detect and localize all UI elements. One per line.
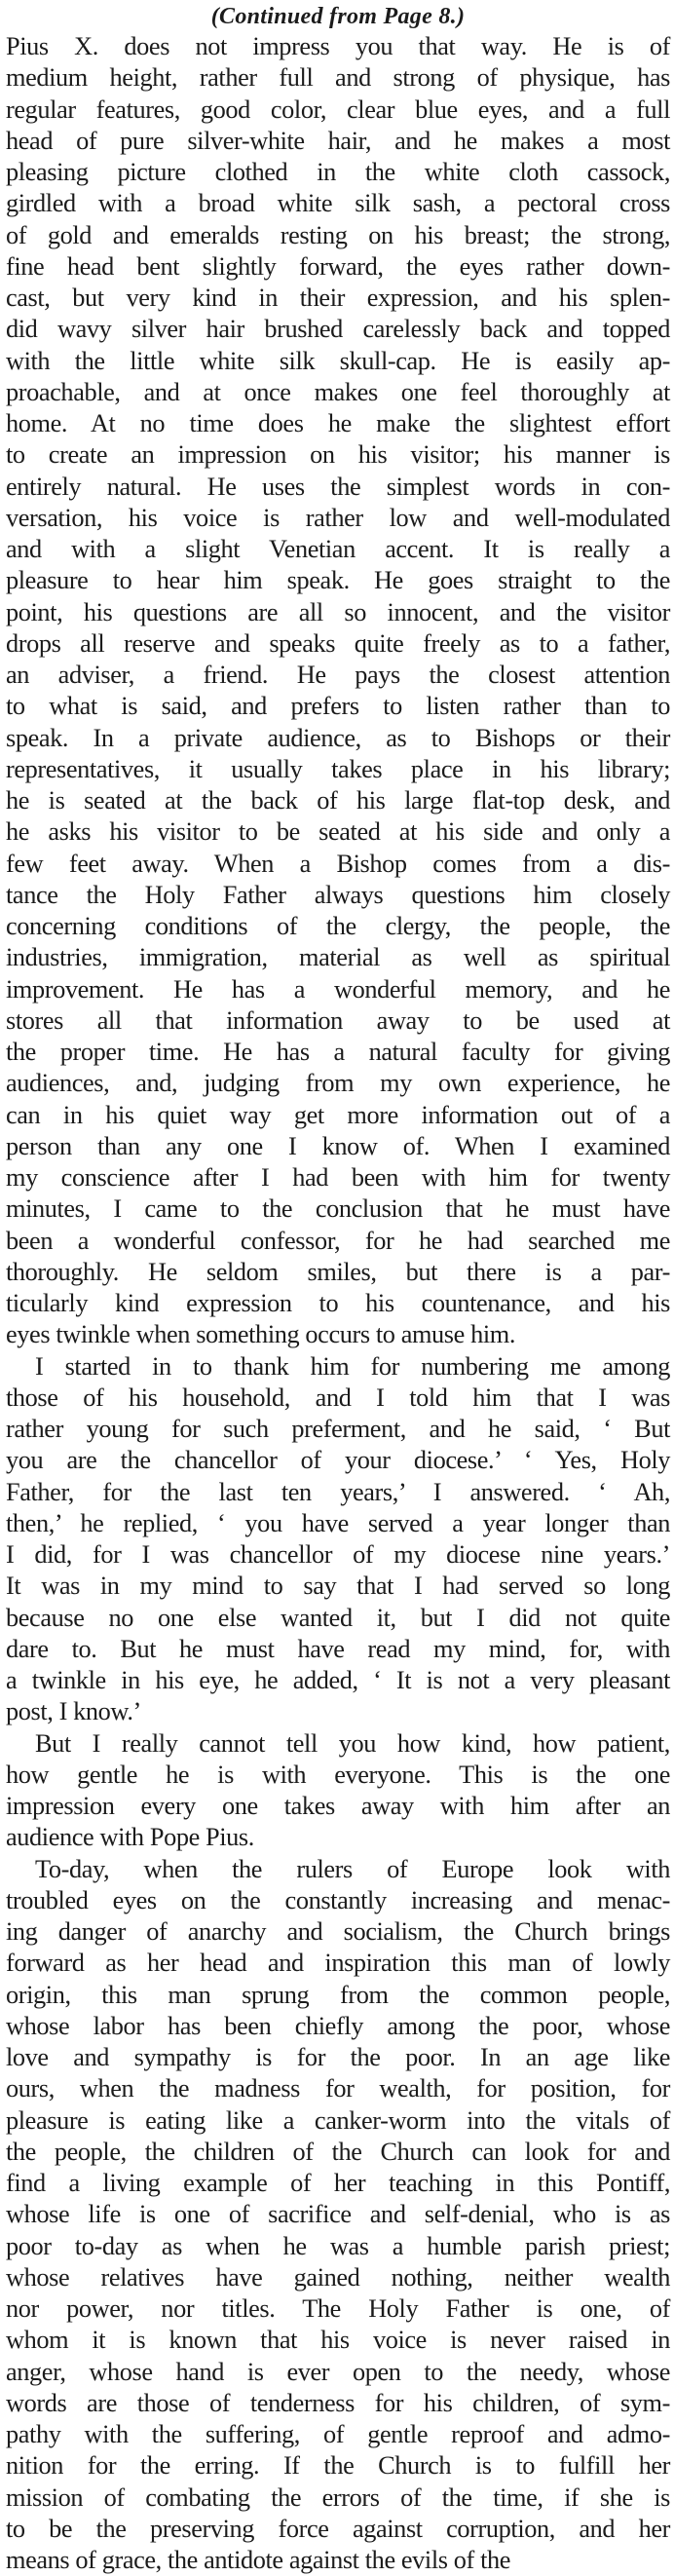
paragraph [6, 1351, 670, 1728]
paragraph [6, 1728, 670, 1854]
text-line: dare to. But he must have read my mind, for, with [6, 1634, 670, 1665]
text-line: ticularly kind expression to his countenance, and his [6, 1288, 670, 1319]
text-line: whom it is known that his voice is never raised in [6, 2325, 670, 2356]
text-line: industries, immigration, material as well as spiritual [6, 942, 670, 973]
text-line: how gentle he is with everyone. This is the one [6, 1760, 670, 1791]
text-line: rather young for such preferment, and he said, ‘ But [6, 1414, 670, 1445]
text-line: pleasing picture clothed in the white cloth cassock, [6, 157, 670, 188]
text-line: cast, but very kind in their expression, and his splen- [6, 283, 670, 314]
text-line: representatives, it usually takes place in his library; [6, 754, 670, 785]
text-line: forward as her head and inspiration this man of lowly [6, 1948, 670, 1979]
text-line: did wavy silver hair brushed carelessly back and topped [6, 314, 670, 345]
text-line: few feet away. When a Bishop comes from a dis- [6, 849, 670, 880]
text-line: to be the preserving force against corruption, and her [6, 2514, 670, 2545]
text-line: the people, the children of the Church can look for and [6, 2137, 670, 2168]
text-line: eyes twinkle when something occurs to amuse him. [6, 1319, 670, 1350]
text-line: love and sympathy is for the poor. In an age like [6, 2042, 670, 2073]
text-line: impression every one takes away with him after an [6, 1791, 670, 1822]
text-line: pleasure is eating like a canker-worm into the vitals of [6, 2105, 670, 2137]
text-line: poor to-day as when he was a humble parish priest; [6, 2231, 670, 2262]
text-line: a twinkle in his eye, he added, ‘ It is not a very pleasant [6, 1665, 670, 1696]
text-line: proachable, and at once makes one feel thoroughly at [6, 377, 670, 408]
text-line: pleasure to hear him speak. He goes straight to the [6, 565, 670, 596]
text-line: my conscience after I had been with him for twenty [6, 1162, 670, 1193]
text-line: whose relatives have gained nothing, neither wealth [6, 2262, 670, 2293]
text-line: nor power, nor titles. The Holy Father is one, of [6, 2293, 670, 2325]
text-line: tance the Holy Father always questions him closely [6, 880, 670, 911]
text-line: origin, this man sprung from the common people, [6, 1980, 670, 2011]
text-line: I started in to thank him for numbering me among [6, 1351, 670, 1383]
text-line: versation, his voice is rather low and well-modulated [6, 503, 670, 534]
text-line: But I really cannot tell you how kind, how patient, [6, 1728, 670, 1760]
text-line: those of his household, and I told him that I was [6, 1383, 670, 1414]
text-line: he is seated at the back of his large flat-top desk, and [6, 785, 670, 816]
text-line: words are those of tenderness for his children, of sym- [6, 2388, 670, 2419]
text-line: drops all reserve and speaks quite freely as to a father, [6, 628, 670, 660]
text-line: minutes, I came to the conclusion that he must have [6, 1193, 670, 1225]
text-line: home. At no time does he make the slightest effort [6, 408, 670, 439]
text-line: person than any one I know of. When I examined [6, 1131, 670, 1162]
text-line: concerning conditions of the clergy, the people, the [6, 911, 670, 942]
text-line: regular features, good color, clear blue eyes, and a full [6, 95, 670, 126]
text-line: find a living example of her teaching in this Pontiff, [6, 2168, 670, 2199]
text-line: troubled eyes on the constantly increasing and menac- [6, 1885, 670, 1916]
text-line: stores all that information away to be used at [6, 1005, 670, 1037]
text-line: thoroughly. He seldom smiles, but there is a par- [6, 1257, 670, 1288]
text-line: audience with Pope Pius. [6, 1822, 670, 1853]
paragraph [6, 31, 670, 1351]
text-line: improvement. He has a wonderful memory, and he [6, 974, 670, 1005]
text-line: nition for the erring. If the Church is to fulfill her [6, 2450, 670, 2481]
text-line: of gold and emeralds resting on his breast; the strong, [6, 220, 670, 251]
text-line: medium height, rather full and strong of physique, has [6, 62, 670, 94]
text-line: been a wonderful confessor, for he had searched me [6, 1226, 670, 1257]
text-line: head of pure silver-white hair, and he makes a most [6, 126, 670, 157]
text-line: Pius X. does not impress you that way. He is of [6, 31, 670, 62]
text-line: girdled with a broad white silk sash, a pectoral cross [6, 188, 670, 219]
text-line: audiences, and, judging from my own experience, he [6, 1068, 670, 1099]
text-line: means of grace, the antidote against the evils of the [6, 2545, 670, 2576]
text-line: To-day, when the rulers of Europe look with [6, 1854, 670, 1885]
text-line: whose life is one of sacrifice and self-denial, who is as [6, 2199, 670, 2230]
text-line: then,’ he replied, ‘ you have served a year longer than [6, 1508, 670, 1539]
text-line: ing danger of anarchy and socialism, the Church brings [6, 1916, 670, 1948]
text-line: you are the chancellor of your diocese.’ ‘ Yes, Holy [6, 1445, 670, 1476]
text-line: the proper time. He has a natural faculty for giving [6, 1037, 670, 1068]
text-line: fine head bent slightly forward, the eyes rather down- [6, 251, 670, 283]
text-line: whose labor has been chiefly among the poor, whose [6, 2011, 670, 2042]
text-line: and with a slight Venetian accent. It is really a [6, 534, 670, 565]
text-line: point, his questions are all so innocent, and the visitor [6, 597, 670, 628]
text-line: because no one else wanted it, but I did not quite [6, 1603, 670, 1634]
text-line: to what is said, and prefers to listen rather than to [6, 691, 670, 722]
continued-header: (Continued from Page 8.) [6, 0, 670, 31]
text-line: with the little white silk skull-cap. He is easily ap- [6, 346, 670, 377]
text-line: Father, for the last ten years,’ I answered. ‘ Ah, [6, 1477, 670, 1508]
text-line: entirely natural. He uses the simplest words in con- [6, 472, 670, 503]
text-line: he asks his visitor to be seated at his side and only a [6, 816, 670, 848]
text-line: pathy with the suffering, of gentle reproof and admo- [6, 2419, 670, 2450]
text-line: anger, whose hand is ever open to the needy, whose [6, 2357, 670, 2388]
text-line: It was in my mind to say that I had served so long [6, 1571, 670, 1602]
page [6, 0, 670, 2100]
article-body [6, 31, 670, 2576]
text-line: to create an impression on his visitor; his manner is [6, 439, 670, 471]
text-line: ours, when the madness for wealth, for position, for [6, 2073, 670, 2104]
text-line: an adviser, a friend. He pays the closest attention [6, 660, 670, 691]
text-line: mission of combating the errors of the time, if she is [6, 2482, 670, 2514]
text-line: can in his quiet way get more information out of a [6, 1100, 670, 1131]
text-line: I did, for I was chancellor of my diocese nine years.’ [6, 1539, 670, 1571]
paragraph [6, 1854, 670, 2576]
text-line: speak. In a private audience, as to Bishops or their [6, 723, 670, 754]
text-line: post, I know.’ [6, 1696, 670, 1727]
